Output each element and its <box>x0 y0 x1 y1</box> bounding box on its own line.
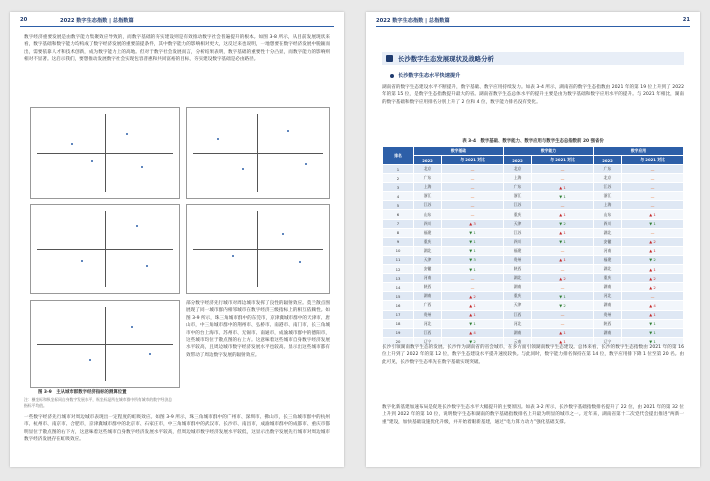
chart-point <box>131 326 133 328</box>
header-rule <box>376 26 690 27</box>
paragraph: 湖南省的数字生态建设水平不断提升，数字基础、数字应用持续发力。如表 3-4 所示，湖南省的数字生态指数由 2021 年的第 19 位上升到了 2022 年的第 15 位，是数字生态指数提升最大的省。湖南省数字生态总体水平的提升主要是由为数字基础和数字应用水平的提升。与 2021 年相比，湖南的数字基础和数字应用排名分别上升了 2 位和 4 位，数字能力排名没有变化。 <box>382 85 684 105</box>
rank-cell: 15 <box>383 292 414 301</box>
figure-note: 注：横坐标和纵坐标同自身数字发展水平，纵坐标是所在城市群中所有城市的数字经济总指标平均值。 <box>24 397 173 408</box>
basis-cell: 湖南 <box>414 292 442 301</box>
application-cell: 上海 <box>593 201 621 210</box>
bullet-icon <box>390 74 394 78</box>
table-body <box>383 165 684 347</box>
chart-point <box>89 359 91 361</box>
capability-cell: 江西 <box>503 310 531 319</box>
basis-trend-cell: ▼ 1 <box>442 246 504 255</box>
paragraph: 一些数字经济先行城市对周边城市表现出一定程度的虹吸效应。如图 3-9 所示，珠三角城市群中的广州市、深圳市、佛山市，长三角城市群中的杭州市、杭州市、南京市、合肥市，京津冀城市群中的北京市、石家庄市，中三角城市群中的武汉市、长沙市、南昌市，成渝城市群中的成都市、重庆市都明显位于散点图的右下方，这意味着这些城市自身数字经济发展水平较高，但周边城市数字经济发展水平较低，这显示出数字发展先行城市对周边城市数字经济发展存在虹吸效应。 <box>24 415 330 443</box>
table-row <box>383 265 684 274</box>
application-cell: 福建 <box>593 255 621 264</box>
application-cell: 四川 <box>593 219 621 228</box>
application-cell: 湖南 <box>593 283 621 292</box>
capability-trend-cell: ▲ 1 <box>532 210 594 219</box>
basis-cell: 陕西 <box>414 283 442 292</box>
rank-cell: 14 <box>383 283 414 292</box>
basis-trend-cell: ▲ 4 <box>442 328 504 337</box>
basis-trend-cell: ▼ 2 <box>442 337 504 346</box>
capability-cell: 重庆 <box>503 210 531 219</box>
table-row <box>383 319 684 328</box>
chart-point <box>149 353 151 355</box>
chart-point <box>91 160 93 162</box>
application-cell: 湖北 <box>593 228 621 237</box>
basis-trend-cell: ▼ 3 <box>442 255 504 264</box>
table-subheader: 2022 <box>593 156 621 165</box>
application-trend-cell: ▲ 4 <box>621 301 683 310</box>
figure-caption: 图 3-9 主从城市群数字经济指标的测算位置 <box>38 390 127 395</box>
scatter-chart <box>30 204 180 294</box>
application-cell: 重庆 <box>593 274 621 283</box>
subsection-heading <box>390 72 460 79</box>
basis-trend-cell: ▲ 2 <box>442 292 504 301</box>
basis-cell: 北京 <box>414 165 442 174</box>
rank-cell: 12 <box>383 265 414 274</box>
application-trend-cell: ▲ 1 <box>621 310 683 319</box>
capability-cell: 云南 <box>503 337 531 346</box>
basis-trend-cell: — <box>442 274 504 283</box>
basis-cell: 天津 <box>414 255 442 264</box>
table-row <box>383 283 684 292</box>
chart-point <box>146 265 148 267</box>
paragraph: 长沙引领湖南数字生态的发展。长沙作为湖南省的省会城市，在多方面引领湖南数字生态建设。总体来看，长沙的数字生态指数由 2021 年的第 16 位上升到了 2022 年的第 12 位，数字生态建设水平提升速度较快。与此同时，数字能力排名保持在第 14 位，数字应用排下降 1 位至第 20 名。由此可见，长沙数字生态率先在数字基础实现突破。 <box>382 345 684 365</box>
application-trend-cell: — <box>621 201 683 210</box>
chart-point <box>242 168 244 170</box>
application-cell: 安徽 <box>593 237 621 246</box>
application-cell: 湖北 <box>593 265 621 274</box>
table-row <box>383 255 684 264</box>
capability-cell: 陕西 <box>503 265 531 274</box>
basis-trend-cell: ▼ 1 <box>442 265 504 274</box>
chart-point <box>71 143 73 145</box>
rank-cell: 10 <box>383 246 414 255</box>
capability-cell: 天津 <box>503 301 531 310</box>
capability-cell: 福建 <box>503 246 531 255</box>
basis-trend-cell: — <box>442 165 504 174</box>
application-cell: 北京 <box>593 174 621 183</box>
basis-cell: 辽宁 <box>414 337 442 346</box>
rank-cell: 6 <box>383 210 414 219</box>
capability-cell: 天津 <box>503 219 531 228</box>
table-header: 数字能力 <box>503 147 593 156</box>
rank-cell: 17 <box>383 310 414 319</box>
chart-axis <box>193 153 323 154</box>
application-cell: 河北 <box>593 292 621 301</box>
basis-trend-cell: ▼ 1 <box>442 228 504 237</box>
table-row <box>383 328 684 337</box>
capability-cell: 湖北 <box>503 274 531 283</box>
capability-trend-cell: ▲ 1 <box>532 255 594 264</box>
basis-trend-cell: ▲ 1 <box>442 301 504 310</box>
rank-cell: 3 <box>383 183 414 192</box>
rank-cell: 9 <box>383 237 414 246</box>
capability-cell: 贵州 <box>503 255 531 264</box>
paragraph: 数字经济重要发展是由数字能力集聚效应导致的，而数字基础的夯实建设则是有效推动数字社会普遍提升的根本。如图 3-8 所示，从目前发展现状来看，数字基础和数字能力均构成了数字经济发展的重要前提条件，其中数字能力的影响相对更大，这反过来也说明，一地想要在数字经济发展中脱颖而出，需要依靠人才和技术创新，成为数字能力上的高地。但对于数字社会发展而言，分析结果表明，数字基础的重要性十分凸显，而数字能力的影响则相对不显著。这启示我们，要想推动发展数字社会实现包容普惠和共同富裕的目标，夯实建设数字基础是必由路径。 <box>24 35 330 63</box>
chart-point <box>299 261 301 263</box>
application-cell: 贵州 <box>593 310 621 319</box>
application-cell: 山东 <box>593 210 621 219</box>
chart-axis <box>193 249 323 250</box>
basis-cell: 福建 <box>414 228 442 237</box>
capability-cell: 湖南 <box>503 328 531 337</box>
chart-point <box>141 166 143 168</box>
capability-trend-cell: — <box>532 201 594 210</box>
capability-trend-cell: ▲ 1 <box>532 228 594 237</box>
table-header: 排名 <box>383 147 414 165</box>
header-title: 2022 数字生态指数 | 总指数篇 <box>376 18 450 24</box>
table-row <box>383 310 684 319</box>
section-title: 长沙数字生态发展现状及战略分析 <box>398 55 494 63</box>
basis-trend-cell: ▲ 1 <box>442 310 504 319</box>
scatter-chart <box>186 204 330 294</box>
chart-point <box>282 233 284 235</box>
capability-trend-cell: — <box>532 265 594 274</box>
capability-trend-cell: — <box>532 174 594 183</box>
rank-cell: 18 <box>383 319 414 328</box>
right-header <box>376 17 690 29</box>
basis-cell: 安徽 <box>414 265 442 274</box>
capability-cell: 湖南 <box>503 283 531 292</box>
table-row <box>383 174 684 183</box>
basis-trend-cell: ▲ 3 <box>442 219 504 228</box>
paragraph: 部分数字经济先行城市对周边城市发挥了良性的辐射效应。莫兰散点图展现了同一城市群内相邻城市在数字经济三级指标上的相互依赖性。如图 3-9 所示，珠三角城市群中的东莞市，京津冀城市群中的天津市、唐山市，中三角城市群中的荆州市、弘桥市、南港市、南门市，长三角城市中的台上海市、苏州市、无锡市、南通市，成渝城市群中的德阳市，这些城市均位于散点图的右上方。这意味着这些城市自身数字经济发展水平较高，且周边城市数字经济发展水平也较高。显示出这些城市都有效带动了周边数字发展的辐射效应。 <box>186 301 330 358</box>
scatter-chart <box>30 107 180 199</box>
table-subheader: 2022 <box>503 156 531 165</box>
page-number: 20 <box>20 17 28 23</box>
subsection-title: 长沙数字生态水平快速提升 <box>398 73 461 79</box>
basis-cell: 江西 <box>414 328 442 337</box>
chart-point <box>81 260 83 262</box>
capability-trend-cell: ▲ 1 <box>532 183 594 192</box>
basis-trend-cell: — <box>442 174 504 183</box>
capability-trend-cell: ▼ 1 <box>532 292 594 301</box>
table-row <box>383 192 684 201</box>
basis-cell: 贵州 <box>414 310 442 319</box>
application-trend-cell: — <box>621 292 683 301</box>
application-trend-cell: ▲ 1 <box>621 246 683 255</box>
rank-cell: 11 <box>383 255 414 264</box>
table-row <box>383 301 684 310</box>
capability-trend-cell: ▼ 2 <box>532 219 594 228</box>
paragraph: 数字化新基建加速布局是促进长沙数字生态水平大幅提升的主要原因。如表 3-2 所示，长沙数字基础指数排名提升了 22 位，由 2021 年的第 32 位上升到 2022 年的第 10 位，说明数字生态和湖南的数字基础指数排名上升最为明显的城市之一。近年来，湖南省第十二次党代会提出推进“两新一重”建设，加快基础设施优化升级，并开始着眼新基建，通过“电力算力动力”强化基础支撑。 <box>382 405 684 425</box>
chart-point <box>287 130 289 132</box>
capability-cell: 江苏 <box>503 228 531 237</box>
scatter-chart <box>30 300 180 388</box>
application-trend-cell: — <box>621 192 683 201</box>
capability-cell: 江苏 <box>503 201 531 210</box>
table-subheader: 与 2021 对比 <box>532 156 594 165</box>
basis-trend-cell: — <box>442 183 504 192</box>
ranking-table <box>382 146 684 347</box>
application-trend-cell: — <box>621 165 683 174</box>
section-heading <box>382 52 684 65</box>
chart-point <box>305 163 307 165</box>
basis-cell: 广西 <box>414 301 442 310</box>
capability-cell: 重庆 <box>503 292 531 301</box>
rank-cell: 8 <box>383 228 414 237</box>
basis-cell: 上海 <box>414 183 442 192</box>
scatter-chart <box>186 107 330 199</box>
basis-cell: 河南 <box>414 274 442 283</box>
rank-cell: 5 <box>383 201 414 210</box>
table-subheader: 与 2021 对比 <box>621 156 683 165</box>
capability-trend-cell: — <box>532 310 594 319</box>
table-row <box>383 274 684 283</box>
table-subheader: 与 2021 对比 <box>442 156 504 165</box>
capability-cell: 上海 <box>503 174 531 183</box>
application-cell: 广东 <box>593 165 621 174</box>
chart-axis <box>37 153 173 154</box>
rank-cell: 16 <box>383 301 414 310</box>
capability-trend-cell: — <box>532 246 594 255</box>
header-rule <box>20 26 334 27</box>
capability-trend-cell: — <box>532 319 594 328</box>
chart-axis <box>37 249 173 250</box>
application-trend-cell: ▲ 2 <box>621 283 683 292</box>
application-trend-cell: ▼ 1 <box>621 319 683 328</box>
page-number: 21 <box>682 17 690 23</box>
basis-cell: 江苏 <box>414 201 442 210</box>
capability-trend-cell: — <box>532 283 594 292</box>
table-row <box>383 165 684 174</box>
application-trend-cell: ▼ 1 <box>621 219 683 228</box>
application-cell: 河南 <box>593 246 621 255</box>
capability-cell: 四川 <box>503 237 531 246</box>
left-header <box>20 17 334 29</box>
application-trend-cell: ▼ 1 <box>621 328 683 337</box>
basis-trend-cell: — <box>442 210 504 219</box>
table-row <box>383 210 684 219</box>
right-page <box>366 12 700 467</box>
application-trend-cell: ▲ 1 <box>621 210 683 219</box>
application-trend-cell: ▼ 1 <box>621 337 683 346</box>
rank-cell: 13 <box>383 274 414 283</box>
table-caption: 表 3-4 数字基础、数字能力、数字应用与数字生态总指数前 20 强省份 <box>462 139 604 144</box>
application-trend-cell: — <box>621 228 683 237</box>
application-cell: 陕西 <box>593 319 621 328</box>
chart-axis <box>37 344 173 345</box>
application-cell: 浙江 <box>593 192 621 201</box>
application-trend-cell: ▲ 2 <box>621 274 683 283</box>
application-cell: 湖南 <box>593 301 621 310</box>
table-row <box>383 219 684 228</box>
table-row <box>383 292 684 301</box>
basis-trend-cell: — <box>442 201 504 210</box>
header-title: 2022 数字生态指数 | 总指数篇 <box>60 18 134 24</box>
capability-cell: 北京 <box>503 165 531 174</box>
capability-cell: 广东 <box>503 183 531 192</box>
chart-point <box>232 255 234 257</box>
basis-trend-cell: ▼ 1 <box>442 319 504 328</box>
rank-cell: 4 <box>383 192 414 201</box>
basis-cell: 广东 <box>414 174 442 183</box>
table-row <box>383 201 684 210</box>
left-page <box>10 12 344 467</box>
basis-cell: 重庆 <box>414 237 442 246</box>
table-subheader: 2022 <box>414 156 442 165</box>
rank-cell: 20 <box>383 337 414 346</box>
basis-trend-cell: ▼ 1 <box>442 237 504 246</box>
chart-point <box>217 138 219 140</box>
table-row <box>383 228 684 237</box>
section-icon <box>386 55 393 62</box>
capability-trend-cell: ▼ 1 <box>532 192 594 201</box>
rank-cell: 7 <box>383 219 414 228</box>
application-trend-cell: ▼ 2 <box>621 255 683 264</box>
application-trend-cell: — <box>621 183 683 192</box>
capability-trend-cell: ▲ 2 <box>532 274 594 283</box>
table-row <box>383 237 684 246</box>
table-header: 数字基础 <box>414 147 504 156</box>
basis-cell: 浙江 <box>414 192 442 201</box>
application-cell: 江苏 <box>593 183 621 192</box>
application-cell: 辽宁 <box>593 337 621 346</box>
capability-cell: 浙江 <box>503 192 531 201</box>
capability-trend-cell: — <box>532 165 594 174</box>
basis-cell: 河北 <box>414 319 442 328</box>
capability-trend-cell: ▲ 1 <box>532 328 594 337</box>
capability-trend-cell: ▲ 1 <box>532 337 594 346</box>
chart-point <box>126 133 128 135</box>
capability-trend-cell: ▼ 2 <box>532 301 594 310</box>
chart-point <box>136 225 138 227</box>
capability-cell: 河北 <box>503 319 531 328</box>
basis-cell: 山东 <box>414 210 442 219</box>
application-cell: 湖南 <box>593 328 621 337</box>
application-trend-cell: — <box>621 174 683 183</box>
rank-cell: 1 <box>383 165 414 174</box>
basis-trend-cell: — <box>442 192 504 201</box>
table-row <box>383 183 684 192</box>
application-trend-cell: ▲ 1 <box>621 265 683 274</box>
rank-cell: 2 <box>383 174 414 183</box>
basis-cell: 湖北 <box>414 246 442 255</box>
table-row <box>383 246 684 255</box>
application-trend-cell: ▲ 2 <box>621 237 683 246</box>
table-header: 数字应用 <box>593 147 683 156</box>
capability-trend-cell: ▼ 1 <box>532 237 594 246</box>
basis-trend-cell: — <box>442 283 504 292</box>
rank-cell: 19 <box>383 328 414 337</box>
basis-cell: 四川 <box>414 219 442 228</box>
